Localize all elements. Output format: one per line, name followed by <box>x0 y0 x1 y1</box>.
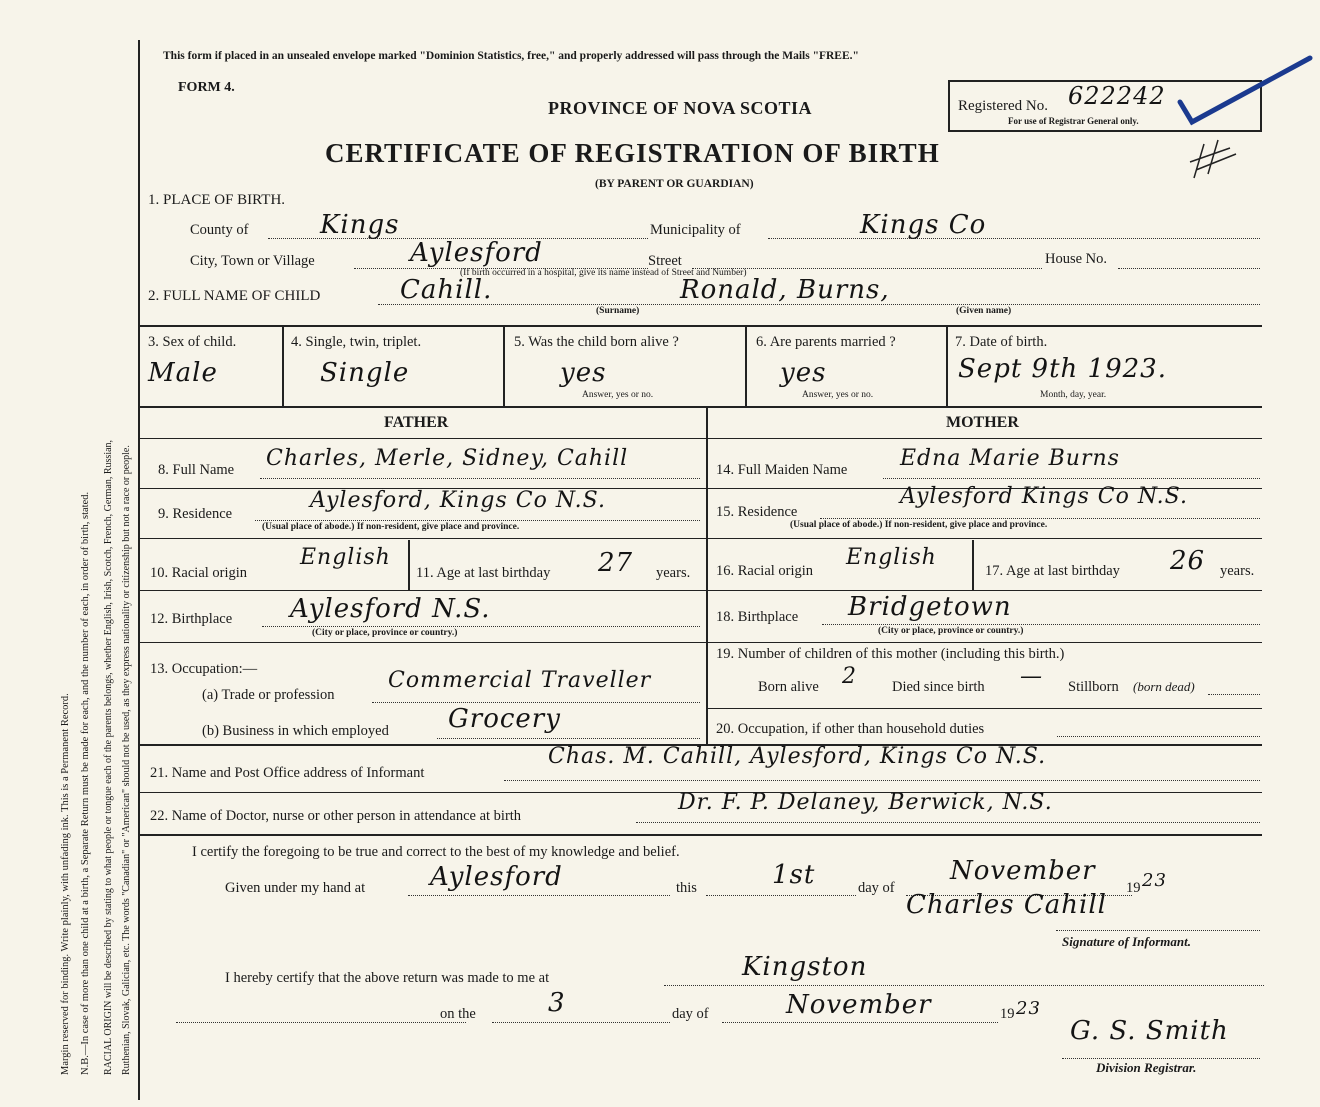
given-place: Aylesford <box>430 862 563 892</box>
mother-age-value: 26 <box>1170 546 1206 576</box>
registrar-day-of: day of <box>672 1006 709 1022</box>
given-caption: (Given name) <box>956 306 1012 316</box>
mother-heading: MOTHER <box>946 414 1019 431</box>
dob-label: 7. Date of birth. <box>955 334 1048 350</box>
mother-birthplace-value: Bridgetown <box>848 592 1012 622</box>
parents-married-value: yes <box>780 358 827 388</box>
registrar-year-suffix: 23 <box>1016 998 1041 1019</box>
on-the-label: on the <box>440 1006 476 1022</box>
father-age-label: 11. Age at last birthday <box>416 565 551 581</box>
sex-label: 3. Sex of child. <box>148 334 237 350</box>
father-name-value: Charles, Merle, Sidney, Cahill <box>266 446 629 471</box>
sex-value: Male <box>148 358 218 388</box>
house-label: House No. <box>1045 251 1108 267</box>
father-race-label: 10. Racial origin <box>150 565 248 581</box>
certificate-subtitle: (BY PARENT OR GUARDIAN) <box>595 178 754 190</box>
parents-married-caption: Answer, yes or no. <box>802 390 874 400</box>
mother-residence-caption: (Usual place of abode.) If non-resident, give place and province. <box>790 520 1048 530</box>
occupation-label: 13. Occupation:— <box>150 661 258 677</box>
municipality-label: Municipality of <box>650 222 741 238</box>
father-age-value: 27 <box>598 548 634 578</box>
given-day-of: day of <box>858 880 895 896</box>
child-given-name: Ronald, Burns, <box>680 275 890 305</box>
margin-note-racial-1: RACIAL ORIGIN will be described by stating to what people or tongue each of the parents belongs, whether English, Irish, Scotch, French, German, Russian, <box>103 439 114 1075</box>
child-name-label: 2. FULL NAME OF CHILD <box>148 288 321 304</box>
margin-note-binding: Margin reserved for binding. Write plainly, with unfading ink. This is a Permanent Record. <box>60 693 71 1075</box>
father-years: years. <box>656 565 691 581</box>
registrar-day: 3 <box>548 988 566 1018</box>
city-label: City, Town or Village <box>190 253 315 269</box>
registrar-signature-caption: Division Registrar. <box>1096 1060 1197 1075</box>
child-surname: Cahill. <box>400 275 493 305</box>
mother-occupation-label: 20. Occupation, if other than household duties <box>716 721 985 737</box>
informant-signature-caption: Signature of Informant. <box>1062 934 1191 949</box>
born-alive-caption: Answer, yes or no. <box>582 390 654 400</box>
divider <box>140 325 1262 327</box>
stillborn-note: (born dead) <box>1133 679 1195 694</box>
registrar-signature: G. S. Smith <box>1070 1016 1229 1046</box>
mother-birthplace-caption: (City or place, province or country.) <box>878 626 1024 636</box>
hospital-note: (If birth occurred in a hospital, give its name instead of Street and Number) <box>460 268 747 278</box>
informant-value: Chas. M. Cahill, Aylesford, Kings Co N.S. <box>548 744 1047 769</box>
mother-race-label: 16. Racial origin <box>716 563 814 579</box>
business-value: Grocery <box>448 704 561 734</box>
doctor-value: Dr. F. P. Delaney, Berwick, N.S. <box>678 790 1053 815</box>
mother-race-value: English <box>846 545 937 570</box>
margin-border <box>138 40 140 1100</box>
informant-label: 21. Name and Post Office address of Informant <box>150 765 425 781</box>
given-month: November <box>950 856 1096 886</box>
father-name-label: 8. Full Name <box>158 462 235 478</box>
city-value: Aylesford <box>410 238 543 268</box>
margin-note-nb: N.B.—In case of more than one child at a birth, a Separate Return must be made for each, and the number of each, in order of birth, stated. <box>80 491 91 1075</box>
street-label: Street <box>648 253 682 269</box>
registered-label: Registered No. <box>958 98 1048 114</box>
trade-label: (a) Trade or profession <box>202 687 335 703</box>
mother-name-label: 14. Full Maiden Name <box>716 462 848 478</box>
surname-caption: (Surname) <box>596 306 640 316</box>
county-value: Kings <box>320 210 400 240</box>
born-alive-value: yes <box>560 358 607 388</box>
mother-age-label: 17. Age at last birthday <box>985 563 1120 579</box>
this-label: this <box>676 880 697 896</box>
mother-birthplace-label: 18. Birthplace <box>716 609 799 625</box>
certificate-title: CERTIFICATE OF REGISTRATION OF BIRTH <box>325 138 940 168</box>
father-birthplace-caption: (City or place, province or country.) <box>312 628 458 638</box>
plurality-label: 4. Single, twin, triplet. <box>291 334 422 350</box>
father-race-value: English <box>300 545 391 570</box>
registrar-month: November <box>786 990 932 1020</box>
given-under-label: Given under my hand at <box>225 880 366 896</box>
born-alive-count: 2 <box>842 664 857 689</box>
father-residence-value: Aylesford, Kings Co N.S. <box>310 488 606 513</box>
informant-signature: Charles Cahill <box>906 890 1107 920</box>
died-value: — <box>1020 664 1043 689</box>
dob-value: Sept 9th 1923. <box>958 354 1167 384</box>
business-label: (b) Business in which employed <box>202 723 389 739</box>
registrar-year-prefix: 19 <box>1000 1006 1015 1022</box>
registrar-note: For use of Registrar General only. <box>1008 116 1139 126</box>
registrar-certify: I hereby certify that the above return was made to me at <box>225 970 550 986</box>
mother-name-value: Edna Marie Burns <box>900 446 1120 471</box>
mother-years: years. <box>1220 563 1255 579</box>
stillborn-label: Stillborn <box>1068 679 1119 695</box>
trade-value: Commercial Traveller <box>388 668 652 693</box>
doctor-label: 22. Name of Doctor, nurse or other person in attendance at birth <box>150 808 522 824</box>
mail-note: This form if placed in an unsealed envelope marked "Dominion Statistics, free," and properly addressed will pass through the Mails "FREE." <box>163 50 859 62</box>
municipality-value: Kings Co <box>860 210 987 240</box>
given-day: 1st <box>772 860 816 890</box>
father-birthplace-value: Aylesford N.S. <box>290 594 491 624</box>
father-heading: FATHER <box>384 414 449 431</box>
registered-number: 622242 <box>1068 82 1166 110</box>
born-alive-label: 5. Was the child born alive ? <box>514 334 679 350</box>
born-alive-count-label: Born alive <box>758 679 819 695</box>
parents-married-label: 6. Are parents married ? <box>756 334 896 350</box>
mother-residence-label: 15. Residence <box>716 504 798 520</box>
province-title: PROVINCE OF NOVA SCOTIA <box>548 98 813 118</box>
margin-note-racial-2: Ruthenian, Slovak, Galician, etc. The words "Canadian" or "American" should not be used, as they express nationality or citizenship but not a race or people. <box>121 445 132 1075</box>
mother-residence-value: Aylesford Kings Co N.S. <box>900 484 1188 509</box>
plurality-value: Single <box>320 358 410 388</box>
died-label: Died since birth <box>892 679 985 695</box>
certify-statement: I certify the foregoing to be true and correct to the best of my knowledge and belief. <box>192 844 680 860</box>
given-year-prefix: 19 <box>1126 880 1141 896</box>
place-heading: 1. PLACE OF BIRTH. <box>148 192 286 208</box>
father-birthplace-label: 12. Birthplace <box>150 611 233 627</box>
form-number: FORM 4. <box>178 80 235 95</box>
given-year-suffix: 23 <box>1142 870 1167 891</box>
registrar-place: Kingston <box>742 952 868 982</box>
dob-caption: Month, day, year. <box>1040 390 1107 400</box>
father-residence-caption: (Usual place of abode.) If non-resident, give place and province. <box>262 522 520 532</box>
check-mark-icon <box>1170 52 1320 182</box>
father-residence-label: 9. Residence <box>158 506 233 522</box>
county-label: County of <box>190 222 249 238</box>
children-count-label: 19. Number of children of this mother (including this birth.) <box>716 646 1065 662</box>
